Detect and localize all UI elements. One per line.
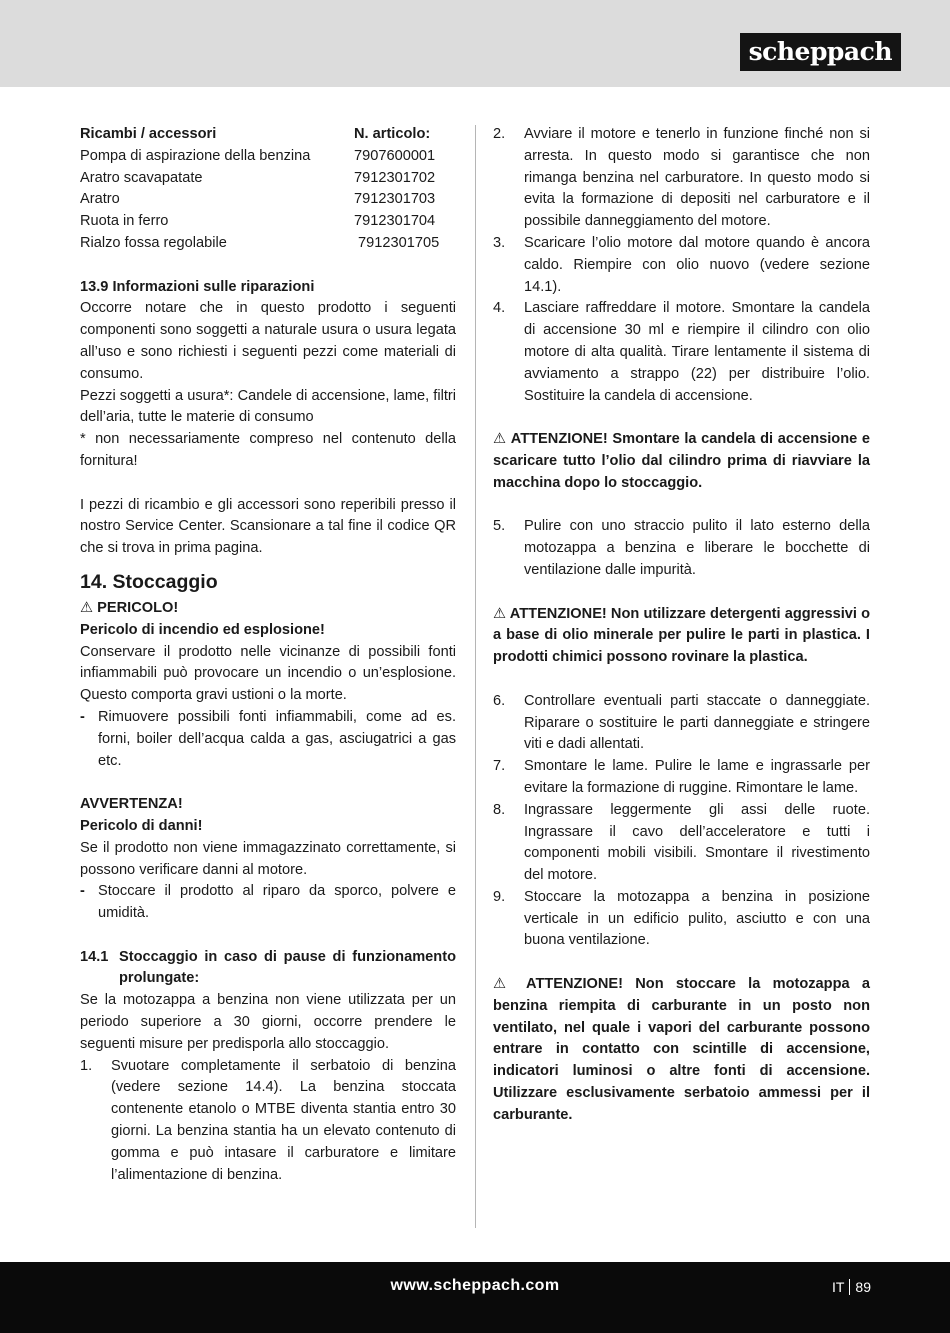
warning-spark-plug: ⚠ ATTENZIONE! Smontare la candela di accensione e scaricare tutto l’olio dal cilindro prima di riavviare la macchina dopo lo stoccaggio. (493, 431, 870, 491)
list-item (80, 707, 456, 772)
table-row (80, 146, 450, 168)
step-text: Avviare il motore e tenerlo in funzione finché non si arresta. In questo modo si garantisce che non rimanga benzina nel carburatore. In questo modo si evita la formazione di depositi nel carburatore e il possibile danneggiamento del motore. (524, 126, 870, 230)
left-column (80, 124, 456, 1186)
part-number: 7912301705 (354, 234, 440, 251)
subsection-number: 14.1 (80, 948, 109, 965)
list-item (493, 516, 870, 581)
danger-subtitle: Pericolo di incendio ed esplosione! (80, 621, 325, 638)
step-number: 1. (80, 1057, 93, 1074)
part-number: 7907600001 (354, 147, 436, 164)
step-text: Pulire con uno straccio pulito il lato esterno della motozappa a benzina e liberare le bocchette di ventilazione dalle impurità. (524, 518, 870, 578)
repair-heading: 13.9 Informazioni sulle riparazioni (80, 278, 315, 295)
list-item (493, 756, 870, 800)
step-number: 2. (493, 126, 506, 142)
parts-header-number: N. articolo: (354, 126, 431, 142)
right-column (493, 124, 870, 1127)
warning-fuel-storage: ⚠ ATTENZIONE! Non stoccare la motozappa a benzina riempita di carburante in un posto non ventilato, nel quale i vapori del carburante possono entrare in contatto con scintille di accensione, indicatori luminosi o altre fonti di accensione. Utilizzare esclusivamente serbatoio ammessi per il carburante. (493, 976, 870, 1123)
step-number: 5. (493, 518, 506, 535)
list-item (493, 124, 870, 233)
subsection-intro: Se la motozappa a benzina non viene utilizzata per un periodo superiore a 30 giorni, occorre prendere le seguenti misure per predisporla allo stoccaggio. (80, 992, 456, 1052)
table-row (80, 189, 450, 211)
table-row (80, 211, 450, 233)
caution-title: AVVERTENZA! (80, 796, 183, 813)
step-text: Stoccare la motozappa a benzina in posizione verticale in un edificio pulito, asciutto e con una buona ventilazione. (524, 888, 870, 949)
danger-title: ⚠ PERICOLO! (80, 599, 179, 616)
column-divider (475, 125, 476, 1228)
list-item (493, 887, 870, 952)
parts-table (80, 124, 450, 255)
part-name: Ruota in ferro (80, 213, 169, 230)
step-number: 7. (493, 758, 506, 775)
part-number: 7912301704 (354, 213, 436, 230)
list-item (493, 691, 870, 756)
parts-header-name: Ricambi / accessori (80, 126, 217, 142)
wear-parts-paragraph: Pezzi soggetti a usura*: Candele di accensione, lame, filtri dell’aria, tutte le materie di consumo (80, 387, 456, 426)
part-name: Rialzo fossa regolabile (80, 234, 227, 251)
warning-detergents: ⚠ ATTENZIONE! Non utilizzare detergenti aggressivi o a base di olio minerale per pulire le parti in plastica. I prodotti chimici possono rovinare la plastica. (493, 605, 870, 666)
list-item (80, 881, 456, 925)
page-header (0, 0, 950, 87)
footnote-paragraph: * non necessariamente compreso nel contenuto della fornitura! (80, 431, 456, 469)
bullet-marker: - (80, 708, 85, 725)
caution-text: Se il prodotto non viene immagazzinato correttamente, si possono verificare danni al motore. (80, 839, 456, 878)
table-row (80, 168, 450, 190)
service-center-paragraph: I pezzi di ricambio e gli accessori sono reperibili presso il nostro Service Center. Scansionare a tal fine il codice QR che si trova in prima pagina. (80, 496, 456, 557)
part-name: Aratro (80, 191, 120, 208)
step-text: Ingrassare leggermente gli assi delle ruote. Ingrassare il cavo dell’acceleratore e tutti i componenti mobili visibili. Smontare il rivestimento del motore. (524, 801, 870, 884)
parts-table-header (80, 124, 450, 146)
step-number: 6. (493, 692, 506, 709)
page-footer (0, 1262, 950, 1333)
part-number: 7912301703 (354, 191, 436, 208)
subsection-heading (80, 947, 456, 991)
scheppach-logo: scheppach (740, 33, 901, 71)
step-text: Controllare eventuali parti staccate o danneggiate. Riparare o sostituire le parti danneggiate e stringere viti e dadi allentati. (524, 692, 870, 753)
part-number: 7912301702 (354, 169, 436, 186)
page-indicator (832, 1279, 871, 1295)
step-text: Smontare le lame. Pulire le lame e ingrassarle per evitare la formazione di ruggine. Rimontare le lame. (524, 758, 870, 796)
list-item (80, 1056, 456, 1187)
danger-text: Conservare il prodotto nelle vicinanze di possibili fonti infiammabili può provocare un incendio o un’esplosione. Questo comporta gravi ustioni o la morte. (80, 643, 456, 704)
page-number: 89 (855, 1279, 871, 1295)
step-number: 4. (493, 300, 506, 317)
repair-paragraph: Occorre notare che in questo prodotto i seguenti componenti sono soggetti a naturale usura o usura legata all’uso e sono richiesti i seguenti pezzi come materiali di consumo. (80, 300, 456, 382)
list-item (493, 800, 870, 887)
danger-bullet: Rimuovere possibili fonti infiammabili, come ad es. forni, boiler dell’acqua calda a gas, asciugatrici a gas etc. (98, 708, 456, 769)
caution-bullet: Stoccare il prodotto al riparo da sporco, polvere e umidità. (98, 883, 456, 922)
step-number: 8. (493, 801, 506, 818)
table-row (80, 233, 450, 255)
step-text: Scaricare l’olio motore dal motore quando è ancora caldo. Riempire con olio nuovo (vedere sezione 14.1). (524, 234, 870, 295)
bullet-marker: - (80, 883, 85, 900)
subsection-title: Stoccaggio in caso di pause di funzionamento prolungate: (119, 948, 456, 987)
step-text: Lasciare raffreddare il motore. Smontare la candela di accensione 30 ml e riempire il cilindro con olio motore di alta qualità. Tirare lentamente il sistema di avviamento a strappo (22) per distribuire l’olio. Sostituire la candela di accensione. (524, 300, 870, 404)
part-name: Pompa di aspirazione della benzina (80, 147, 311, 164)
website-link[interactable]: www.scheppach.com (390, 1277, 560, 1294)
list-item (493, 233, 870, 298)
storage-heading: 14. Stoccaggio (80, 570, 218, 593)
part-name: Aratro scavapatate (80, 169, 203, 186)
step-number: 3. (493, 234, 506, 251)
caution-subtitle: Pericolo di danni! (80, 817, 203, 834)
language-code: IT (831, 1279, 845, 1295)
step-text: Svuotare completamente il serbatoio di benzina (vedere sezione 14.4). La benzina stoccata contenente etanolo o MTBE diventa stantia entro 30 giorni. La benzina stantia ha un elevato contenuto di gomma e può intasare il carburatore e limitare l’alimentazione di benzina. (111, 1057, 456, 1183)
list-item (493, 298, 870, 407)
page-separator (849, 1279, 850, 1295)
step-number: 9. (493, 888, 506, 905)
